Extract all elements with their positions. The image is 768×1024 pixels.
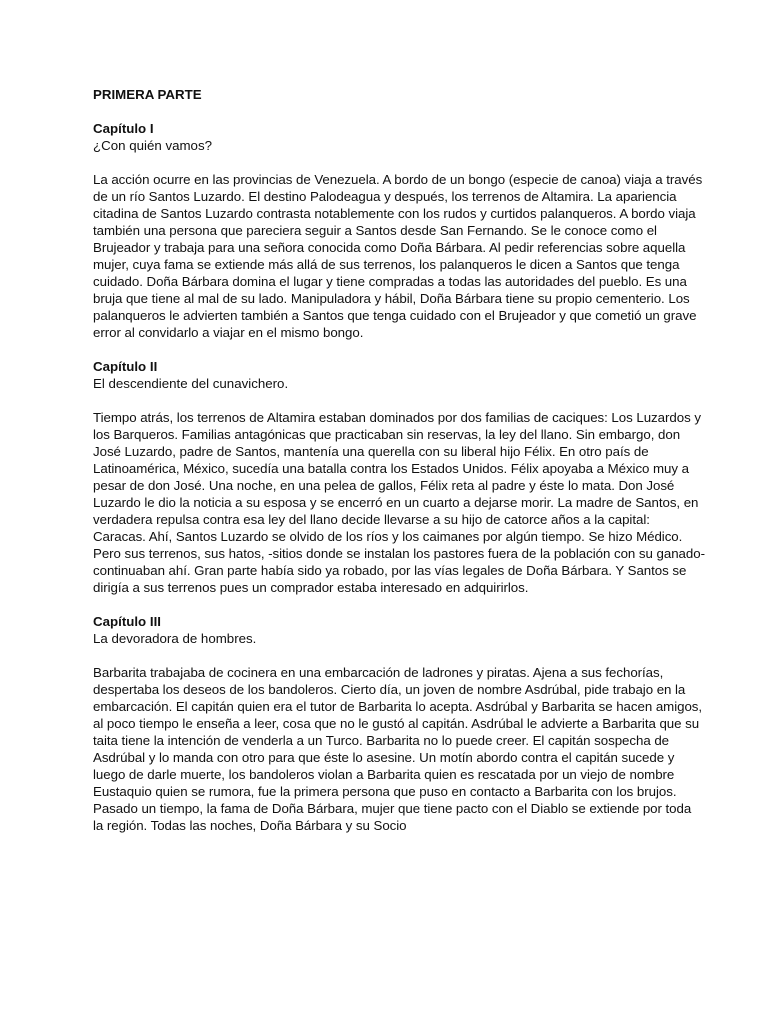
chapter-3 xyxy=(93,613,705,834)
chapter-heading: Capítulo III xyxy=(93,614,161,629)
chapter-body: Tiempo atrás, los terrenos de Altamira estaban dominados por dos familias de caciques: Los Luzardos y los Barqueros. Familias antagónicas que practicaban sin reservas, la ley del llano. Sin embargo, don José Luzardo, padre de Santos, mantenía una querella con su liberal hijo Félix. En otro país de Latinoamérica, México, sucedía una batalla contra los Estados Unidos. Félix apoyaba a México muy a pesar de don José. Una noche, en una pelea de gallos, Félix reta al padre y éste lo mata. Don José Luzardo le dio la noticia a su esposa y se encerró en un cuarto a dejarse morir. La madre de Santos, en verdadera repulsa contra esa ley del llano decide llevarse a su hijo de catorce años a la capital: Caracas. Ahí, Santos Luzardo se olvido de los ríos y los caimanes por algún tiempo. Se hizo Médico. Pero sus terrenos, sus hatos, -sitios donde se instalan los pastores fuera de la población con su ganado- continuaban ahí. Gran parte había sido ya robado, por las vías legales de Doña Bárbara. Y Santos se dirigía a sus terrenos pues un comprador estaba interesado en adquirirlos. xyxy=(93,410,705,595)
chapter-subtitle: El descendiente del cunavichero. xyxy=(93,376,289,391)
chapter-body: Barbarita trabajaba de cocinera en una embarcación de ladrones y piratas. Ajena a sus fechorías, despertaba los deseos de los bandoleros. Cierto día, un joven de nombre Asdrúbal, pide trabajo en la embarcación. El capitán quien era el tutor de Barbarita lo acepta. Asdrúbal y Barbarita se hacen amigos, al poco tiempo le enseña a leer, cosa que no le gustó al capitán. Asdrúbal le advierte a Barbarita que su taita tiene la intención de venderla a un Turco. Barbarita no lo puede creer. El capitán sospecha de Asdrúbal y lo manda con otro para que éste lo asesine. Un motín abordo contra el capitán sucede y luego de darle muerte, los bandoleros violan a Barbarita quien es rescatada por un viejo de nombre Eustaquio quien se rumora, fue la primera persona que puso en contacto a Barbarita con los brujos. Pasado un tiempo, la fama de Doña Bárbara, mujer que tiene pacto con el Diablo se extiende por toda la región. Todas las noches, Doña Bárbara y su Socio xyxy=(93,665,703,833)
chapter-heading: Capítulo I xyxy=(93,121,154,136)
chapter-1 xyxy=(93,120,705,341)
document-page xyxy=(93,86,705,851)
chapter-subtitle: La devoradora de hombres. xyxy=(93,631,257,646)
chapter-heading: Capítulo II xyxy=(93,359,158,374)
chapter-subtitle: ¿Con quién vamos? xyxy=(93,138,212,153)
chapter-body: La acción ocurre en las provincias de Venezuela. A bordo de un bongo (especie de canoa) viaja a través de un río Santos Luzardo. El destino Palodeagua y después, los terrenos de Altamira. La apariencia citadina de Santos Luzardo contrasta notablemente con los rudos y curtidos palanqueros. A bordo viaja también una persona que pareciera seguir a Santos desde San Fernando. Se le conoce como el Brujeador y trabaja para una señora conocida como Doña Bárbara. Al pedir referencias sobre aquella mujer, cuya fama se extiende más allá de sus terrenos, los palanqueros le dicen a Santos que tenga cuidado. Doña Bárbara domina el lugar y tiene compradas a todas las autoridades del pueblo. Es una bruja que tiene al mal de su lado. Manipuladora y hábil, Doña Bárbara tiene su propio cementerio. Los palanqueros le advierten también a Santos que tenga cuidado con el Brujeador y que cometió un grave error al convidarlo a viajar en el mismo bongo. xyxy=(93,172,703,340)
part-title: PRIMERA PARTE xyxy=(93,87,202,102)
chapter-2 xyxy=(93,358,705,596)
